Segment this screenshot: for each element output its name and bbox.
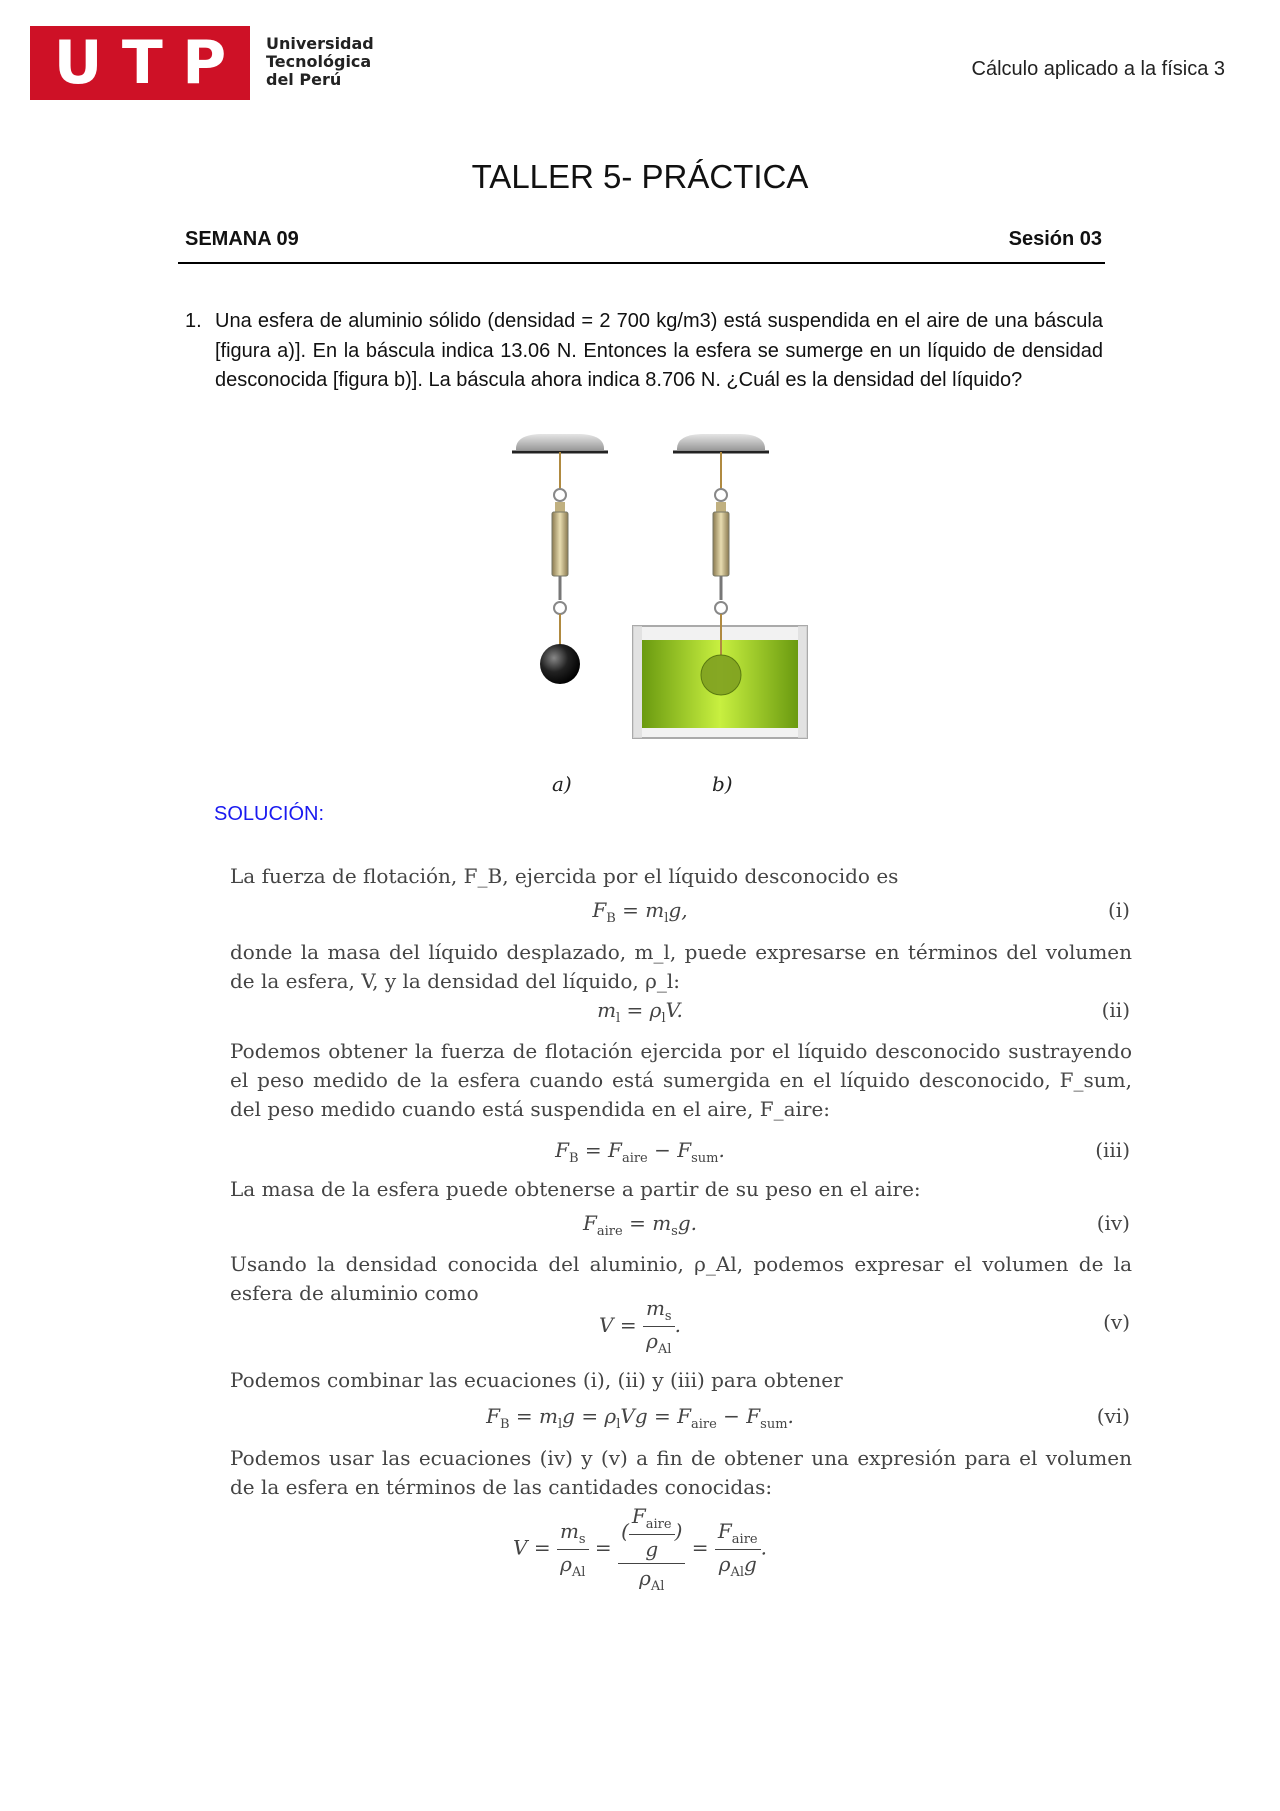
equation-number: (iii) bbox=[1095, 1138, 1130, 1162]
solution-paragraph: Podemos usar las ecuaciones (iv) y (v) a fin de obtener una expresión para el volumen de la esfera en términos de las cantidades conocidas: bbox=[230, 1446, 1132, 1499]
setup-b bbox=[633, 434, 807, 738]
solution-paragraph: donde la masa del líquido desplazado, m_l, puede expresarse en términos del volumen de la esfera, V, y la densidad del líquido, ρ_l: bbox=[230, 940, 1132, 993]
equation-iv: $F_{aire} = m_sg$. bbox=[583, 1211, 697, 1239]
university-line: Universidad bbox=[266, 34, 374, 53]
logo-mark bbox=[30, 26, 250, 100]
equation-number: (i) bbox=[1107, 898, 1130, 922]
logo-letter-t: T bbox=[121, 28, 163, 98]
header-rule bbox=[178, 262, 1105, 264]
course-name: Cálculo aplicado a la física 3 bbox=[971, 58, 1225, 80]
solution-paragraph: Podemos obtener la fuerza de flotación ejercida por el líquido desconocido sustrayendo el peso medido de la esfera cuando está sumergida en el líquido desconocido, F_sum, del peso medido cuando está suspendida en el aire, F_aire: bbox=[230, 1039, 1132, 1121]
equation-i: $F_B = m_lg$, bbox=[592, 898, 688, 926]
page-title: TALLER 5- PRÁCTICA bbox=[471, 158, 809, 195]
equation-number: (v) bbox=[1103, 1310, 1130, 1334]
logo-letter-p: P bbox=[182, 28, 227, 98]
equation-volume: V = $\frac{m_s}{\rho_{Al}}$ = ( $\frac{F_{aire}}{g}$ ) $\rho_{Al}$ = $\frac{F_{aire}}{\rho_{Al}g}$ . bbox=[513, 1504, 767, 1594]
equation-ii: $m_l = \rho_lV$. bbox=[597, 998, 683, 1026]
equation-vi: $F_B = m_lg = \rho_lVg = F_{aire} - F_{sum}$. bbox=[486, 1404, 794, 1432]
spring-scale-figure bbox=[500, 430, 810, 800]
week-label: SEMANA 09 bbox=[185, 228, 299, 250]
university-line: del Perú bbox=[266, 70, 342, 89]
session-label: Sesión 03 bbox=[1008, 228, 1102, 250]
equation-number: (ii) bbox=[1101, 998, 1130, 1022]
solution-paragraph: La masa de la esfera puede obtenerse a partir de su peso en el aire: bbox=[230, 1177, 921, 1201]
figure-label-b: b) bbox=[712, 772, 733, 796]
solution-heading: SOLUCIÓN: bbox=[214, 803, 325, 825]
question-text: Una esfera de aluminio sólido (densidad = 2 700 kg/m3) está suspendida en el aire de una báscula [figura a)]. En la báscula indica 13.06 N. Entonces la esfera se sumerge en un líquido de densidad desconocida [figura b)]. La báscula ahora indica 8.706 N. ¿Cuál es la densidad del líquido? bbox=[215, 310, 1103, 391]
equation-iii: $F_B = F_{aire} - F_{sum}$. bbox=[555, 1138, 725, 1166]
logo-letter-u: U bbox=[53, 28, 103, 98]
equation-number: (vi) bbox=[1096, 1404, 1130, 1428]
question-number: 1. bbox=[185, 310, 202, 332]
solution-paragraph: La fuerza de flotación, F_B, ejercida por el líquido desconocido es bbox=[230, 864, 899, 888]
solution-paragraph: Podemos combinar las ecuaciones (i), (ii) y (iii) para obtener bbox=[230, 1368, 843, 1392]
solution-paragraph: Usando la densidad conocida del aluminio, ρ_Al, podemos expresar el volumen de la esfera de aluminio como bbox=[230, 1252, 1132, 1305]
figure-label-a: a) bbox=[552, 772, 572, 796]
setup-a bbox=[512, 434, 608, 684]
utp-logo bbox=[30, 26, 374, 100]
university-line: Tecnológica bbox=[266, 52, 372, 71]
equation-v: V = $\frac{m_s}{\rho_{Al}}$ . bbox=[599, 1296, 681, 1357]
equation-number: (iv) bbox=[1096, 1211, 1130, 1235]
university-name bbox=[266, 35, 374, 89]
